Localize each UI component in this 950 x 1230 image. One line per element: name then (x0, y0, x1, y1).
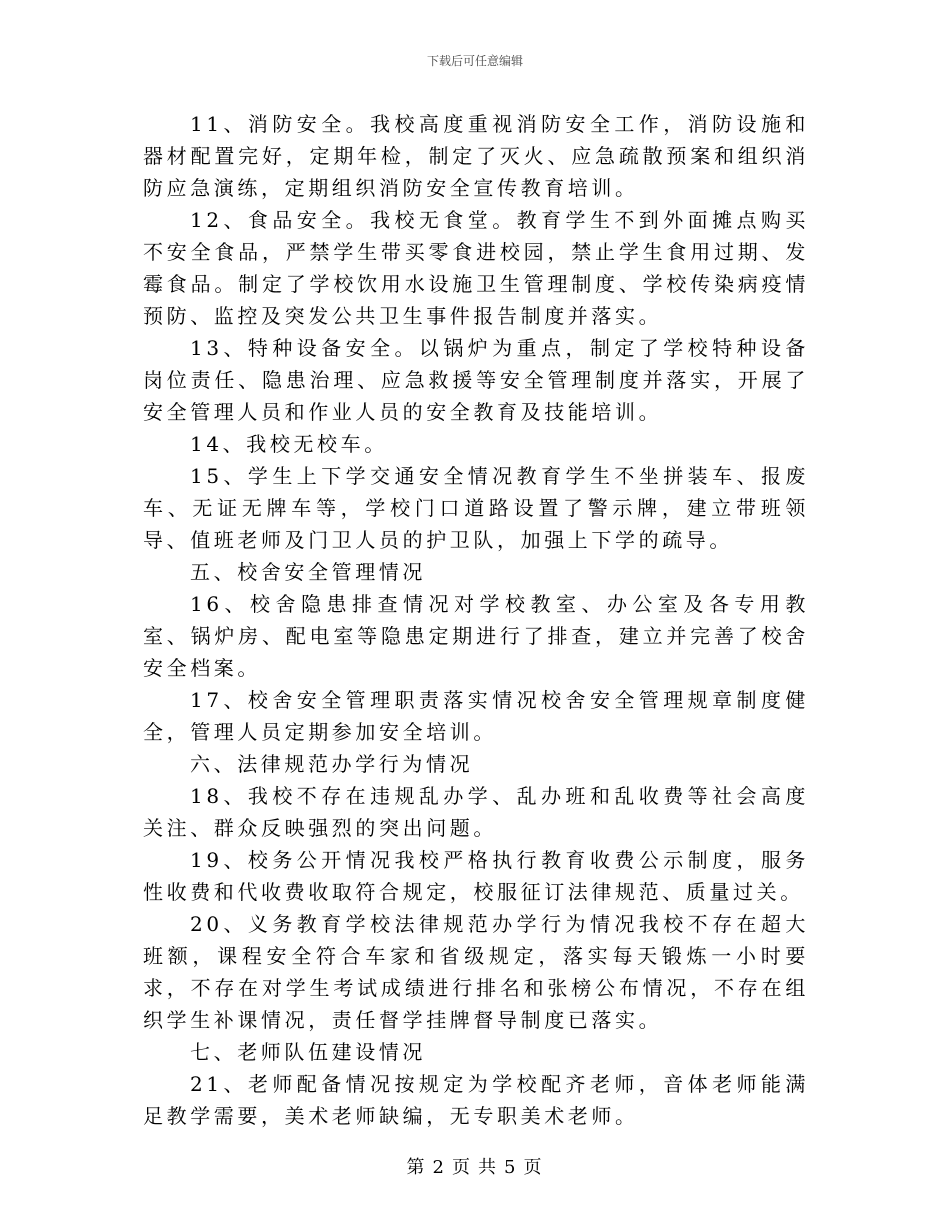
current-page-number: 2 (432, 1157, 446, 1178)
paragraph-14-school-bus: 14、我校无校车。 (190, 432, 388, 456)
section-heading-5: 五、校舍安全管理情况 (190, 560, 426, 584)
paragraph-21-teacher-staffing: 21、老师配备情况按规定为学校配齐老师，音体老师能满足教学需要，美术老师缺编，无专职美术老师。 (143, 1072, 809, 1128)
paragraph-16-building-inspection: 16、校舍隐患排查情况对学校教室、办公室及各专用教室、锅炉房、配电室等隐患定期进行了排查，建立并完善了校舍安全档案。 (143, 592, 809, 680)
paragraph-17-building-management: 17、校舍安全管理职责落实情况校舍安全管理规章制度健全，管理人员定期参加安全培训。 (143, 688, 809, 744)
footer-prefix: 第 (406, 1157, 427, 1178)
total-pages-number: 5 (504, 1157, 518, 1178)
paragraph-11-fire-safety: 11、消防安全。我校高度重视消防安全工作，消防设施和器材配置完好，定期年检，制定了灭火、应急疏散预案和组织消防应急演练，定期组织消防安全宣传教育培训。 (143, 112, 809, 200)
section-heading-7: 七、老师队伍建设情况 (190, 1040, 426, 1064)
footer-page-label: 页 (452, 1157, 472, 1178)
page-header: 下载后可任意编辑 (426, 54, 523, 68)
page-number-footer (0, 1153, 950, 1179)
footer-total-prefix: 共 (478, 1157, 498, 1178)
paragraph-19-public-affairs: 19、校务公开情况我校严格执行教育收费公示制度，服务性收费和代收费收取符合规定，校服征订法律规范、质量过关。 (143, 848, 809, 904)
document-body (143, 108, 809, 1132)
paragraph-13-special-equipment: 13、特种设备安全。以锅炉为重点，制定了学校特种设备岗位责任、隐患治理、应急救援等安全管理制度并落实，开展了安全管理人员和作业人员的安全教育及技能培训。 (143, 336, 809, 424)
paragraph-15-traffic-safety: 15、学生上下学交通安全情况教育学生不坐拼装车、报废车、无证无牌车等，学校门口道路设置了警示牌，建立带班领导、值班老师及门卫人员的护卫队，加强上下学的疏导。 (143, 464, 809, 552)
paragraph-18-no-violations: 18、我校不存在违规乱办学、乱办班和乱收费等社会高度关注、群众反映强烈的突出问题。 (143, 784, 809, 840)
section-heading-6: 六、法律规范办学行为情况 (190, 752, 474, 776)
paragraph-12-food-safety: 12、食品安全。我校无食堂。教育学生不到外面摊点购买不安全食品，严禁学生带买零食进校园，禁止学生食用过期、发霉食品。制定了学校饮用水设施卫生管理制度、学校传染病疫情预防、监控及突发公共卫生事件报告制度并落实。 (143, 208, 809, 328)
paragraph-20-compulsory-education: 20、义务教育学校法律规范办学行为情况我校不存在超大班额，课程安全符合车家和省级规定，落实每天锻炼一小时要求，不存在对学生考试成绩进行排名和张榜公布情况，不存在组织学生补课情况，责任督学挂牌督导制度已落实。 (143, 912, 809, 1032)
footer-total-label: 页 (523, 1157, 544, 1178)
